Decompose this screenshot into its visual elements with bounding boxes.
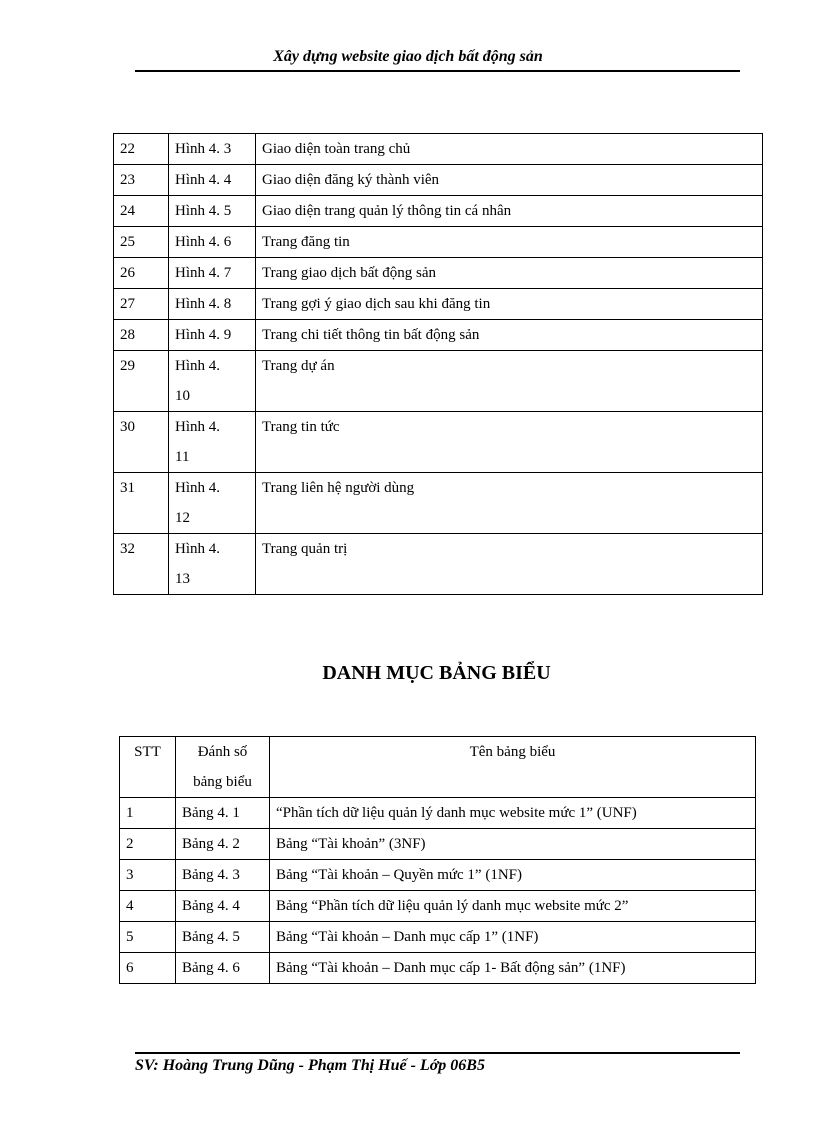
figure-label-cell	[169, 412, 256, 473]
figure-label-line: Hình 4. 6	[175, 234, 232, 250]
table-row	[114, 289, 763, 320]
figure-number-cell: 23	[114, 165, 169, 196]
figure-name-cell: Trang gợi ý giao dịch sau khi đăng tin	[256, 289, 763, 320]
header-number-line-2: bảng biểu	[193, 774, 252, 790]
figure-label-line: Hình 4.	[175, 358, 220, 374]
figure-name-cell: Trang chi tiết thông tin bất động sản	[256, 320, 763, 351]
page-header-title: Xây dựng website giao dịch bất động sản	[273, 48, 543, 65]
section-title: DANH MỤC BẢNG BIỂU	[322, 662, 551, 684]
table-name-cell: Bảng “Tài khoản – Danh mục cấp 1” (1NF)	[270, 922, 756, 953]
figure-label-line: 11	[175, 449, 190, 465]
table-row	[120, 953, 756, 984]
table-row	[114, 165, 763, 196]
figure-name-cell: Trang đăng tin	[256, 227, 763, 258]
table-row	[114, 227, 763, 258]
table-stt-cell: 3	[120, 860, 176, 891]
figure-label-line: Hình 4. 4	[175, 172, 232, 188]
table-row	[114, 134, 763, 165]
table-stt-cell: 5	[120, 922, 176, 953]
header-stt: STT	[120, 737, 176, 798]
table-stt-cell: 6	[120, 953, 176, 984]
figure-label-cell	[169, 227, 256, 258]
figure-label-cell	[169, 351, 256, 412]
footer-author: SV: Hoàng Trung Dũng - Phạm Thị Huế - Lớp 06B5	[135, 1057, 485, 1074]
table-number-cell: Bảng 4. 5	[176, 922, 270, 953]
header-number-line-1: Đánh số	[197, 744, 248, 760]
figure-label-cell	[169, 196, 256, 227]
table-row	[114, 473, 763, 534]
figure-label-cell	[169, 165, 256, 196]
table-row	[114, 534, 763, 595]
figure-label-line: Hình 4.	[175, 419, 220, 435]
table-name-cell: “Phần tích dữ liệu quản lý danh mục website mức 1” (UNF)	[270, 798, 756, 829]
figure-label-line: Hình 4. 8	[175, 296, 232, 312]
table-row	[114, 351, 763, 412]
table-list-table	[119, 736, 756, 984]
figure-name-cell: Trang liên hệ người dùng	[256, 473, 763, 534]
figure-label-cell	[169, 258, 256, 289]
figure-label-cell	[169, 289, 256, 320]
table-row	[120, 891, 756, 922]
figure-name-cell: Trang giao dịch bất động sản	[256, 258, 763, 289]
table-row	[114, 412, 763, 473]
table-name-cell: Bảng “Tài khoản – Quyền mức 1” (1NF)	[270, 860, 756, 891]
figure-number-cell: 24	[114, 196, 169, 227]
table-row	[120, 860, 756, 891]
figure-number-cell: 26	[114, 258, 169, 289]
figure-name-cell: Giao diện toàn trang chủ	[256, 134, 763, 165]
table-number-cell: Bảng 4. 3	[176, 860, 270, 891]
header-number	[176, 737, 270, 798]
header-divider	[135, 70, 740, 72]
figure-number-cell: 30	[114, 412, 169, 473]
table-number-cell: Bảng 4. 1	[176, 798, 270, 829]
table-stt-cell: 1	[120, 798, 176, 829]
table-row	[114, 320, 763, 351]
figure-label-line: Hình 4.	[175, 541, 220, 557]
figure-label-line: 12	[175, 510, 190, 526]
figure-number-cell: 22	[114, 134, 169, 165]
figure-name-cell: Trang quản trị	[256, 534, 763, 595]
table-stt-cell: 2	[120, 829, 176, 860]
figure-number-cell: 32	[114, 534, 169, 595]
table-row	[120, 798, 756, 829]
table-row	[120, 922, 756, 953]
figure-label-cell	[169, 534, 256, 595]
figure-name-cell: Giao diện trang quản lý thông tin cá nhân	[256, 196, 763, 227]
figure-label-line: Hình 4. 5	[175, 203, 232, 219]
table-number-cell: Bảng 4. 2	[176, 829, 270, 860]
figure-label-line: 13	[175, 571, 190, 587]
table-number-cell: Bảng 4. 6	[176, 953, 270, 984]
figure-name-cell: Trang dự án	[256, 351, 763, 412]
figure-number-cell: 27	[114, 289, 169, 320]
figure-name-cell: Trang tin tức	[256, 412, 763, 473]
figure-number-cell: 31	[114, 473, 169, 534]
figure-label-line: Hình 4.	[175, 480, 220, 496]
footer-divider	[135, 1052, 740, 1054]
header-name: Tên bảng biểu	[270, 737, 756, 798]
figure-label-line: Hình 4. 9	[175, 327, 232, 343]
table-name-cell: Bảng “Phần tích dữ liệu quản lý danh mục website mức 2”	[270, 891, 756, 922]
figure-label-cell	[169, 320, 256, 351]
figure-list-table	[113, 133, 763, 595]
table-name-cell: Bảng “Tài khoản” (3NF)	[270, 829, 756, 860]
figure-label-cell	[169, 473, 256, 534]
figure-number-cell: 25	[114, 227, 169, 258]
figure-number-cell: 29	[114, 351, 169, 412]
table-name-cell: Bảng “Tài khoản – Danh mục cấp 1- Bất động sản” (1NF)	[270, 953, 756, 984]
figure-number-cell: 28	[114, 320, 169, 351]
table-stt-cell: 4	[120, 891, 176, 922]
table-number-cell: Bảng 4. 4	[176, 891, 270, 922]
figure-name-cell: Giao diện đăng ký thành viên	[256, 165, 763, 196]
figure-label-line: Hình 4. 7	[175, 265, 232, 281]
figure-label-line: Hình 4. 3	[175, 141, 232, 157]
table-row	[114, 258, 763, 289]
table-row	[114, 196, 763, 227]
figure-label-line: 10	[175, 388, 190, 404]
figure-label-cell	[169, 134, 256, 165]
table-header-row	[120, 737, 756, 798]
table-row	[120, 829, 756, 860]
